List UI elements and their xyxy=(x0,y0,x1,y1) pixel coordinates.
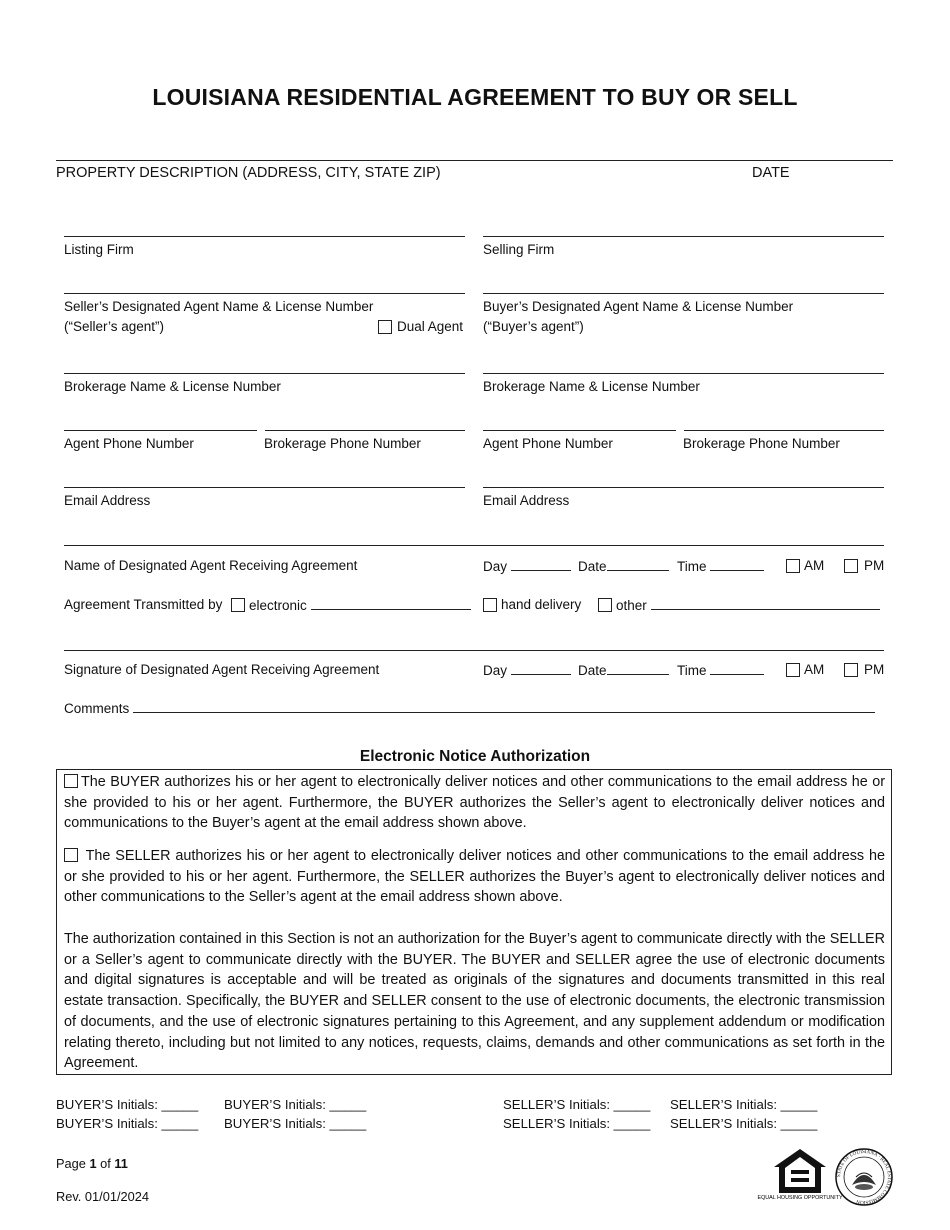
property-top-rule xyxy=(56,160,893,161)
dual-agent-checkbox[interactable] xyxy=(378,320,392,334)
signature-time-blank[interactable] xyxy=(710,662,764,675)
receiving-agent-label: Name of Designated Agent Receiving Agreement xyxy=(64,558,358,573)
right-agent-phone-label: Agent Phone Number xyxy=(483,436,613,451)
right-brokerage-phone-line[interactable] xyxy=(684,430,884,431)
seller-initials-3[interactable]: SELLER’S Initials: _____ xyxy=(503,1116,651,1131)
date-label: DATE xyxy=(752,165,790,181)
left-agent-phone-label: Agent Phone Number xyxy=(64,436,194,451)
notice-heading: Electronic Notice Authorization xyxy=(359,748,591,765)
equal-housing-icon xyxy=(757,1147,843,1207)
buyer-authorization-text: The BUYER authorizes his or her agent to electronically deliver notices and other communications to the email address he or she provided to his or her agent. Furthermore, the BUYER authorizes the Seller’s agent to electronically deliver notices and communications to the Buyer’s agent at the email address shown above. xyxy=(64,774,885,832)
seller-authorization-checkbox[interactable] xyxy=(64,848,78,862)
right-brokerage-phone-label: Brokerage Phone Number xyxy=(683,436,840,451)
other-option xyxy=(616,597,880,614)
listing-firm-label: Listing Firm xyxy=(64,242,134,257)
receiving-am-checkbox[interactable] xyxy=(786,559,800,573)
receiving-day xyxy=(483,558,571,575)
signature-date-blank[interactable] xyxy=(607,662,669,675)
left-brokerage-label: Brokerage Name & License Number xyxy=(64,379,281,394)
receiving-day-blank[interactable] xyxy=(511,558,571,571)
signature-pm-label: PM xyxy=(864,662,885,677)
seller-initials-1[interactable]: SELLER’S Initials: _____ xyxy=(503,1097,651,1112)
property-description-label: PROPERTY DESCRIPTION (ADDRESS, CITY, STATE ZIP) xyxy=(56,165,441,181)
document-title: LOUISIANA RESIDENTIAL AGREEMENT TO BUY OR SELL xyxy=(152,84,798,110)
right-email-line[interactable] xyxy=(483,487,884,488)
louisiana-seal-icon xyxy=(834,1147,894,1207)
hand-delivery-checkbox[interactable] xyxy=(483,598,497,612)
page-prefix: Page xyxy=(56,1156,90,1171)
buyer-initials-3[interactable]: BUYER’S Initials: _____ xyxy=(56,1116,199,1131)
comments-blank[interactable] xyxy=(133,700,875,713)
signature-time xyxy=(677,662,764,679)
buyer-agent-sublabel: (“Buyer’s agent”) xyxy=(483,319,584,334)
receiving-pm-label: PM xyxy=(864,558,885,573)
right-brokerage-label: Brokerage Name & License Number xyxy=(483,379,700,394)
page-current: 1 xyxy=(89,1156,97,1171)
buyer-initials-4[interactable]: BUYER’S Initials: _____ xyxy=(224,1116,367,1131)
page-total: 11 xyxy=(114,1156,128,1171)
signature-label: Signature of Designated Agent Receiving Agreement xyxy=(64,662,380,677)
receiving-time xyxy=(677,558,764,575)
signature-day-blank[interactable] xyxy=(511,662,571,675)
signature-day xyxy=(483,662,571,679)
left-email-line[interactable] xyxy=(64,487,465,488)
revision-date: Rev. 01/01/2024 xyxy=(56,1189,149,1204)
comments-field xyxy=(64,700,875,717)
electronic-checkbox[interactable] xyxy=(231,598,245,612)
receiving-time-blank[interactable] xyxy=(710,558,764,571)
receiving-date-blank[interactable] xyxy=(607,558,669,571)
seller-agent-sublabel: (“Seller’s agent”) xyxy=(64,319,165,334)
receiving-agent-line[interactable] xyxy=(64,545,884,546)
right-agent-phone-line[interactable] xyxy=(483,430,676,431)
left-brokerage-phone-label: Brokerage Phone Number xyxy=(264,436,421,451)
buyer-initials-2[interactable]: BUYER’S Initials: _____ xyxy=(224,1097,367,1112)
selling-firm-line[interactable] xyxy=(483,236,884,237)
buyer-agent-line[interactable] xyxy=(483,293,884,294)
receiving-time-label: Time xyxy=(677,559,707,574)
electronic-blank[interactable] xyxy=(311,597,471,610)
left-email-label: Email Address xyxy=(64,493,151,508)
left-agent-phone-line[interactable] xyxy=(64,430,257,431)
electronic-option xyxy=(249,597,471,614)
other-blank[interactable] xyxy=(651,597,880,610)
page-number xyxy=(56,1156,128,1171)
electronic-label: electronic xyxy=(249,598,307,613)
other-checkbox[interactable] xyxy=(598,598,612,612)
signature-line[interactable] xyxy=(64,650,884,651)
buyer-agent-label: Buyer’s Designated Agent Name & License Number xyxy=(483,299,794,314)
signature-date xyxy=(578,662,669,679)
left-brokerage-phone-line[interactable] xyxy=(265,430,465,431)
seller-initials-2[interactable]: SELLER’S Initials: _____ xyxy=(670,1097,818,1112)
authorization-terms: The authorization contained in this Section is not an authorization for the Buyer’s agent to communicate directly with the SELLER or a Seller’s agent to communicate directly with the BUYER. The BUYER and SELLER agree the use of electronic documents and digital signatures is acceptable and will be treated as originals of the signatures and documents transmitted in this real estate transaction. Specifically, the BUYER and SELLER consent to the use of electronic documents, the electronic transmission of documents, and the use of electronic signatures pertaining to this Agreement, and any supplement addendum or modification relating thereto, including but not limited to any notices, requests, claims, demands and other communications as set forth in the Agreement. xyxy=(64,931,885,1072)
signature-am-checkbox[interactable] xyxy=(786,663,800,677)
seller-agent-label: Seller’s Designated Agent Name & License Number xyxy=(64,299,374,314)
transmitted-by-label: Agreement Transmitted by xyxy=(64,597,223,612)
hand-delivery-label: hand delivery xyxy=(501,597,582,612)
signature-pm-checkbox[interactable] xyxy=(844,663,858,677)
right-email-label: Email Address xyxy=(483,493,570,508)
signature-day-label: Day xyxy=(483,663,508,678)
signature-time-label: Time xyxy=(677,663,707,678)
signature-am-label: AM xyxy=(804,662,825,677)
receiving-day-label: Day xyxy=(483,559,508,574)
buyer-authorization-checkbox[interactable] xyxy=(64,774,78,788)
buyer-initials-1[interactable]: BUYER’S Initials: _____ xyxy=(56,1097,199,1112)
seller-initials-4[interactable]: SELLER’S Initials: _____ xyxy=(670,1116,818,1131)
right-brokerage-line[interactable] xyxy=(483,373,884,374)
receiving-date-label: Date xyxy=(578,559,607,574)
equal-housing-text: EQUAL HOUSING OPPORTUNITY xyxy=(757,1195,843,1201)
receiving-pm-checkbox[interactable] xyxy=(844,559,858,573)
page-of: of xyxy=(96,1156,115,1171)
left-brokerage-line[interactable] xyxy=(64,373,465,374)
seller-authorization-text: The SELLER authorizes his or her agent to electronically deliver notices and other communications to the email address he or she provided to his or her agent. Furthermore, the SELLER authorizes the Buyer’s agent to electronically deliver notices and other communications to the Seller’s agent at the email address shown above. xyxy=(64,848,885,906)
seller-agent-line[interactable] xyxy=(64,293,465,294)
dual-agent-label: Dual Agent xyxy=(397,319,464,334)
signature-date-label: Date xyxy=(578,663,607,678)
listing-firm-line[interactable] xyxy=(64,236,465,237)
other-label: other xyxy=(616,598,647,613)
buyer-authorization xyxy=(64,772,885,834)
selling-firm-label: Selling Firm xyxy=(483,242,555,257)
seller-authorization xyxy=(64,846,885,908)
seal-text: STATE OF LOUISIANA · REAL ESTATE COMMISSION xyxy=(836,1149,892,1205)
comments-label: Comments xyxy=(64,701,130,716)
receiving-date xyxy=(578,558,669,575)
receiving-am-label: AM xyxy=(804,558,825,573)
